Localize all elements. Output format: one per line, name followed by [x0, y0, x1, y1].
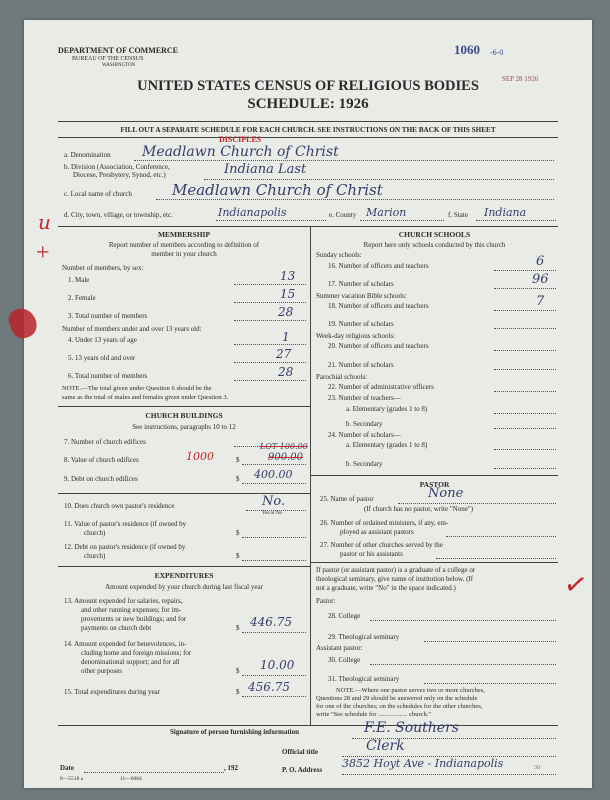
q18-label: 18. Number of officers and teachers: [328, 302, 429, 310]
q17-label: 17. Number of scholars: [328, 280, 394, 288]
q29-line: [424, 641, 556, 642]
date-year-suffix: , 192: [224, 764, 238, 772]
sunday-schools-label: Sunday schools:: [316, 251, 362, 259]
q21-line: [494, 369, 556, 370]
pastor-note-3: for one of the churches; on the schedules for the other churches,: [316, 703, 483, 710]
q4-value[interactable]: 1: [282, 330, 290, 344]
rule-sections: [58, 226, 558, 227]
schools-intro: Report here only schools conducted by this church: [363, 241, 506, 249]
q24a-label: a. Elementary (grades 1 to 8): [346, 441, 428, 449]
pastor-heading: PASTOR: [419, 480, 450, 489]
q12-line: [242, 560, 306, 561]
q25-label: 25. Name of pastor: [320, 495, 374, 503]
expenditures-heading: EXPENDITURES: [154, 571, 214, 580]
q18-value[interactable]: 7: [536, 294, 545, 309]
signature-label: Signature of person furnishing information: [170, 728, 299, 736]
q13-value[interactable]: 446.75: [250, 615, 292, 629]
q1-label: 1. Male: [68, 276, 90, 284]
q8-lot: LOT 100.00: [260, 442, 308, 451]
q1-line: [234, 284, 306, 285]
q12-label: 12. Debt on pastor's residence (if owned by: [64, 543, 186, 551]
q11-line: [242, 537, 306, 538]
rule-buildings: [58, 406, 310, 407]
rule-expenditures: [58, 566, 310, 567]
stamp-suffix: -6-0: [490, 48, 504, 57]
q26-line: [446, 536, 556, 537]
q9-value[interactable]: 400.00: [254, 468, 293, 481]
po-address-line: [342, 774, 556, 775]
received-date-stamp: SEP 28 1926: [502, 75, 539, 83]
q14-line-2: cluding home and foreign missions; for: [81, 649, 192, 657]
bureau-name: BUREAU OF THE CENSUS: [72, 56, 144, 62]
q8-crossed-value: 900.00: [268, 452, 303, 463]
denomination-label: a. Denomination: [64, 151, 111, 159]
q13-line-4: payments on church debt: [81, 624, 152, 632]
q27-line-1: 27. Number of other churches served by the: [320, 541, 443, 549]
q9-dollar: $: [236, 475, 240, 483]
stamp-number: 1060: [454, 42, 480, 57]
q30-label: 30. College: [328, 656, 361, 664]
q9-label: 9. Debt on church edifices: [64, 475, 138, 483]
q8-line: [242, 464, 306, 465]
buildings-intro: See instructions, paragraphs 10 to 12: [132, 423, 236, 431]
q16-label: 16. Number of officers and teachers: [328, 262, 429, 270]
q12-dollar: $: [236, 552, 240, 560]
q25-hint: (If church has no pastor, write "None"): [364, 505, 474, 513]
q17-line: [494, 288, 556, 289]
membership-intro-2: member in your church: [151, 250, 217, 258]
q19-label: 19. Number of scholars: [328, 320, 394, 328]
rule-pastor: [311, 475, 558, 476]
q23b-label: b. Secondary: [346, 420, 383, 428]
q13-line-1: 13. Amount expended for salaries, repairs,: [64, 597, 183, 605]
q15-value[interactable]: 456.75: [248, 680, 290, 694]
q4-label: 4. Under 13 years of age: [68, 336, 137, 344]
graduate-instruction-3: not a graduate, write "No" in the space indicated.): [316, 584, 456, 592]
q5-value[interactable]: 27: [276, 347, 292, 361]
membership-heading: MEMBERSHIP: [157, 230, 211, 239]
q14-line-3: denominational support; and for all: [81, 658, 180, 666]
q19-line: [494, 328, 556, 329]
q26-line-1: 26. Number of ordained ministers, if any, em-: [320, 519, 449, 527]
column-divider: [310, 226, 311, 726]
pastor-subheading: Pastor:: [316, 597, 336, 605]
graduate-instruction-1: If pastor (or assistant pastor) is a graduate of a college or: [316, 566, 476, 574]
q3-line: [234, 320, 306, 321]
pastor-note-2: Questions 28 and 29 should be answered only on the schedule: [316, 695, 478, 702]
form-number: 8—5518 a: [60, 776, 84, 782]
q11-label: 11. Value of pastor's residence (if owned by: [64, 520, 187, 528]
q15-label: 15. Total expenditures during year: [64, 688, 160, 696]
q23b-line: [494, 428, 556, 429]
q21-label: 21. Number of scholars: [328, 361, 394, 369]
corner-number: 30: [534, 765, 540, 771]
q4-line: [234, 344, 306, 345]
denomination-annotation: DISCIPLES: [219, 135, 262, 144]
q3-label: 3. Total number of members: [68, 312, 148, 320]
q14-line: [242, 675, 306, 676]
q14-value[interactable]: 10.00: [260, 658, 295, 672]
q17-value[interactable]: 96: [532, 272, 549, 287]
q16-line: [494, 270, 556, 271]
division-line: [204, 179, 554, 180]
expenditures-intro: Amount expended by your church during last fiscal year: [105, 583, 263, 591]
q13-dollar: $: [236, 624, 240, 632]
red-ink-stain: [6, 304, 41, 341]
city-line: [216, 220, 326, 221]
graduate-instruction-2: theological seminary, give name of institution below. (If: [316, 575, 474, 583]
q6-line: [234, 380, 306, 381]
membership-intro-1: Report number of members according to definition of: [108, 241, 260, 249]
q24-label: 24. Number of scholars—: [328, 431, 401, 439]
weekday-schools-label: Week-day religious schools:: [316, 332, 396, 340]
q28-label: 28. College: [328, 612, 361, 620]
rule-graduate: [311, 562, 558, 563]
q27-line-2: pastor or his assistants: [340, 550, 403, 558]
q8-dollar: $: [236, 456, 240, 464]
schools-heading: CHURCH SCHOOLS: [398, 230, 471, 239]
pastor-note-4: write "See schedule for .................. church.": [316, 711, 432, 718]
rule-top: [58, 121, 558, 122]
q24b-label: b. Secondary: [346, 460, 383, 468]
members-by-sex-label: Number of members, by sex:: [62, 264, 144, 272]
q5-label: 5. 13 years old and over: [68, 354, 136, 362]
rule-signature: [58, 725, 558, 726]
census-form: [24, 20, 592, 788]
q16-value[interactable]: 6: [536, 254, 545, 269]
pastor-note-1: NOTE.—Where one pastor serves two or more churches,: [336, 687, 485, 694]
local-name-value[interactable]: Meadlawn Church of Christ: [172, 181, 383, 199]
q13-line-3: provements or new buildings; and for: [81, 615, 187, 623]
q6-value[interactable]: 28: [278, 365, 294, 379]
division-value[interactable]: Indiana Last: [224, 162, 307, 177]
form-title: UNITED STATES CENSUS OF RELIGIOUS BODIES: [137, 78, 479, 94]
q23a-label: a. Elementary (grades 1 to 8): [346, 405, 428, 413]
q28-line: [370, 620, 556, 621]
q10-hint: Yes or No: [262, 511, 283, 516]
parochial-schools-label: Parochial schools:: [316, 373, 368, 381]
rule-under-instruction: [58, 137, 558, 138]
margin-mark-u: u: [38, 210, 51, 234]
q10-label: 10. Does church own pastor's residence: [64, 502, 175, 510]
instruction-banner: FILL OUT A SEPARATE SCHEDULE FOR EACH CHURCH. SEE INSTRUCTIONS ON THE BACK OF THIS SHEET: [120, 126, 496, 134]
q25-value[interactable]: None: [428, 486, 464, 501]
county-value[interactable]: Marion: [366, 206, 407, 219]
q26-line-2: ployed as assistant pastors: [340, 528, 414, 536]
division-label-2: Diocese, Presbytery, Synod, etc.): [73, 171, 166, 179]
q22-line: [494, 391, 556, 392]
q14-line-4: other purposes: [81, 667, 123, 675]
city-label: d. City, town, village, or township, etc.: [64, 211, 173, 219]
official-title-label: Official title: [282, 748, 318, 756]
q15-line: [242, 696, 306, 697]
q15-dollar: $: [236, 688, 240, 696]
q23a-line: [494, 413, 556, 414]
q14-dollar: $: [236, 667, 240, 675]
bureau-city: WASHINGTON: [102, 63, 136, 68]
denomination-line: [134, 160, 554, 161]
q25-line: [398, 503, 556, 504]
state-value[interactable]: Indiana: [484, 206, 527, 219]
denomination-value[interactable]: Meadlawn Church of Christ: [142, 144, 339, 160]
q2-label: 2. Female: [68, 294, 96, 302]
q11-label-2: church): [84, 529, 106, 537]
members-by-age-label: Number of members under and over 13 years old:: [62, 325, 202, 333]
q2-value[interactable]: 15: [280, 287, 296, 301]
q11-dollar: $: [236, 529, 240, 537]
q3-value[interactable]: 28: [278, 305, 294, 319]
print-number: 11—6064: [120, 776, 142, 782]
po-address-label: P. O. Address: [282, 766, 323, 774]
q8-label: 8. Value of church edifices: [64, 456, 139, 464]
date-line: [84, 772, 224, 773]
review-checkmark: ✓: [561, 568, 590, 603]
q14-line-1: 14. Amount expended for benevolences, in-: [64, 640, 187, 648]
q31-label: 31. Theological seminary: [328, 675, 400, 683]
q24a-line: [494, 449, 556, 450]
local-name-line: [156, 199, 554, 200]
q18-line: [494, 310, 556, 311]
official-title-value[interactable]: Clerk: [366, 738, 405, 754]
q5-line: [234, 362, 306, 363]
division-label: b. Division (Association, Conference,: [64, 163, 170, 171]
county-line: [360, 220, 444, 221]
q30-line: [370, 664, 556, 665]
state-line: [476, 220, 556, 221]
q13-line-2: and other running expenses; for im-: [81, 606, 182, 614]
q27-line: [436, 558, 556, 559]
assistant-pastor-subheading: Assistant pastor:: [316, 644, 363, 652]
local-name-label: c. Local name of church: [64, 190, 132, 198]
membership-note-1: NOTE.—The total given under Question 6 should be the: [62, 385, 212, 392]
date-label: Date: [60, 764, 74, 772]
signature-value[interactable]: F.E. Southers: [364, 720, 459, 736]
q29-label: 29. Theological seminary: [328, 633, 400, 641]
county-label: e. County: [329, 211, 357, 219]
state-label: f. State: [448, 211, 468, 219]
q9-line: [242, 483, 306, 484]
q20-label: 20. Number of officers and teachers: [328, 342, 429, 350]
q8-value[interactable]: 1000: [186, 450, 214, 463]
q31-line: [424, 683, 556, 684]
po-address-value[interactable]: 3852 Hoyt Ave - Indianapolis: [342, 757, 504, 770]
q24b-line: [494, 468, 556, 469]
q20-line: [494, 350, 556, 351]
q1-value[interactable]: 13: [280, 269, 296, 283]
q7-label: 7. Number of church edifices: [64, 438, 146, 446]
q2-line: [234, 302, 306, 303]
q6-label: 6. Total number of members: [68, 372, 148, 380]
q10-value[interactable]: No.: [262, 494, 286, 509]
q12-label-2: church): [84, 552, 106, 560]
city-value[interactable]: Indianapolis: [218, 206, 287, 219]
summer-schools-label: Summer vacation Bible schools:: [316, 292, 407, 300]
q13-line: [242, 632, 306, 633]
margin-mark-plus: +: [36, 240, 50, 266]
q22-label: 22. Number of administrative officers: [328, 383, 434, 391]
membership-note-2: same as the total of males and females given under Question 3.: [62, 394, 229, 401]
department-name: DEPARTMENT OF COMMERCE: [58, 46, 179, 55]
buildings-heading: CHURCH BUILDINGS: [145, 411, 223, 420]
form-subtitle: SCHEDULE: 1926: [247, 96, 369, 112]
q23-label: 23. Number of teachers—: [328, 394, 401, 402]
